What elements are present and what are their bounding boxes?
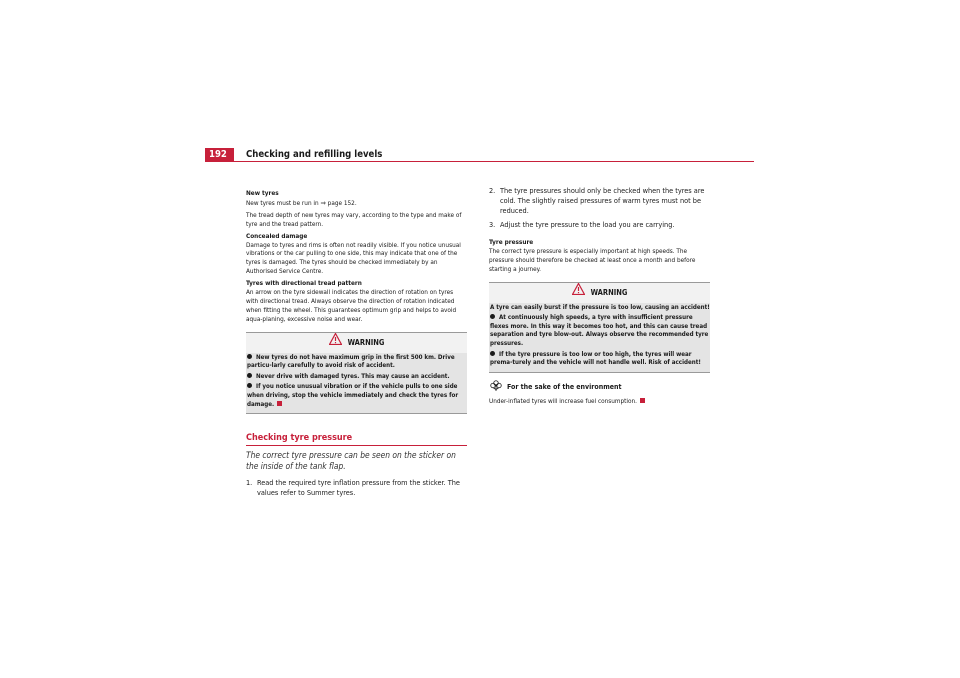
bullet-dot-icon [247, 354, 252, 359]
concealed-damage-text: Damage to tyres and rims is often not readily visible. If you notice unusual vibrations or the car pulling to one side, this may indicate that one of the tyres is damaged. The tyres should be checked immediately by an Authorised Service Centre. [246, 240, 461, 276]
directional-heading: Tyres with directional tread pattern [246, 279, 362, 288]
tyre-pressure-heading: Tyre pressure [489, 238, 534, 246]
header-rule [205, 161, 754, 162]
environment-text: Under-inflated tyres will increase fuel consumption. [489, 397, 710, 406]
page-reference-link[interactable]: page 152. [325, 198, 357, 207]
bullet-dot-icon [490, 314, 495, 319]
section-title: Checking tyre pressure [246, 432, 467, 446]
chapter-title: Checking and refilling levels [246, 149, 383, 160]
environment-heading: For the sake of the environment [507, 382, 622, 391]
new-tyres-text [246, 199, 467, 208]
warning-header [246, 333, 467, 353]
steps-list-continued [489, 186, 710, 230]
left-column [246, 189, 467, 502]
warning-triangle-icon [572, 283, 585, 303]
new-tyres-heading: New tyres [246, 189, 279, 197]
concealed-damage-heading: Concealed damage [246, 231, 308, 240]
end-of-section-square [640, 398, 645, 403]
warning-header [489, 283, 710, 303]
step-number: 3. [489, 220, 496, 229]
step-text: The tyre pressures should only be checked when the tyres are cold. The slightly raised pressures of warm tyres must not be reduced. [500, 186, 705, 215]
bullet-dot-icon [247, 373, 252, 378]
warning-title: WARNING [590, 287, 628, 297]
new-tyres-text-prefix: New tyres must be run in [246, 198, 321, 207]
page-number: 192 [205, 148, 234, 161]
bullet-dot-icon [247, 383, 252, 388]
step-text: Adjust the tyre pressure to the load you are carrying. [500, 220, 675, 229]
tyre-pressure-text: The correct tyre pressure is especially important at high speeds. The pressure should therefore be checked at least once a month and before starting a journey. [489, 246, 696, 273]
step-number: 1. [246, 478, 253, 488]
step-text: Read the required tyre inflation pressure from the sticker. The values refer to Summer tyres. [257, 478, 460, 498]
warning-box [489, 282, 710, 373]
warning-item: If the tyre pressure is too low or too high, the tyres will wear prema-turely and the vehicle will not handle well. Risk of accident! [490, 350, 701, 367]
warning-item: At continuously high speeds, a tyre with insufficient pressure flexes more. In this way it becomes too hot, and this can cause tread separation and tyre blow-out. Always observe the recommended tyre pressures. [490, 314, 709, 347]
right-column [489, 186, 710, 409]
steps-list [246, 478, 467, 498]
warning-title: WARNING [347, 337, 385, 347]
warning-item: Never drive with damaged tyres. This may cause an accident. [247, 373, 467, 382]
warning-triangle-icon [329, 333, 342, 353]
section-subtitle: The correct tyre pressure can be seen on the sticker on the inside of the tank flap. [246, 450, 456, 472]
environment-flower-icon [489, 380, 503, 395]
warning-body [489, 303, 710, 368]
end-of-section-square [277, 401, 282, 406]
warning-item: If you notice unusual vibration or if the vehicle pulls to one side when driving, stop the vehicle immediately and check the tyres for damage. [247, 383, 459, 408]
step-number: 2. [489, 186, 496, 195]
step-item [489, 220, 710, 230]
warning-item: New tyres do not have maximum grip in the first 500 km. Drive particu-larly carefully to avoid risk of accident. [247, 353, 455, 370]
tread-text: The tread depth of new tyres may vary, according to the type and make of tyre and the tread pattern. [246, 210, 462, 228]
warning-intro: A tyre can easily burst if the pressure is too low, causing an accident! [490, 303, 710, 311]
cross-reference-arrow-icon: ⇒ [320, 198, 326, 207]
warning-box [246, 332, 467, 415]
bullet-dot-icon [490, 351, 495, 356]
environment-heading-row [489, 380, 710, 395]
directional-text: An arrow on the tyre sidewall indicates the direction of rotation on tyres with directional tread. Always observe the direction of rotation indicated when fitting the wheel. This guarantees optimum grip and helps to avoid aqua-planing, excessive noise and wear. [246, 288, 457, 323]
step-item [489, 186, 710, 216]
step-item [246, 478, 467, 498]
warning-body [246, 353, 467, 410]
